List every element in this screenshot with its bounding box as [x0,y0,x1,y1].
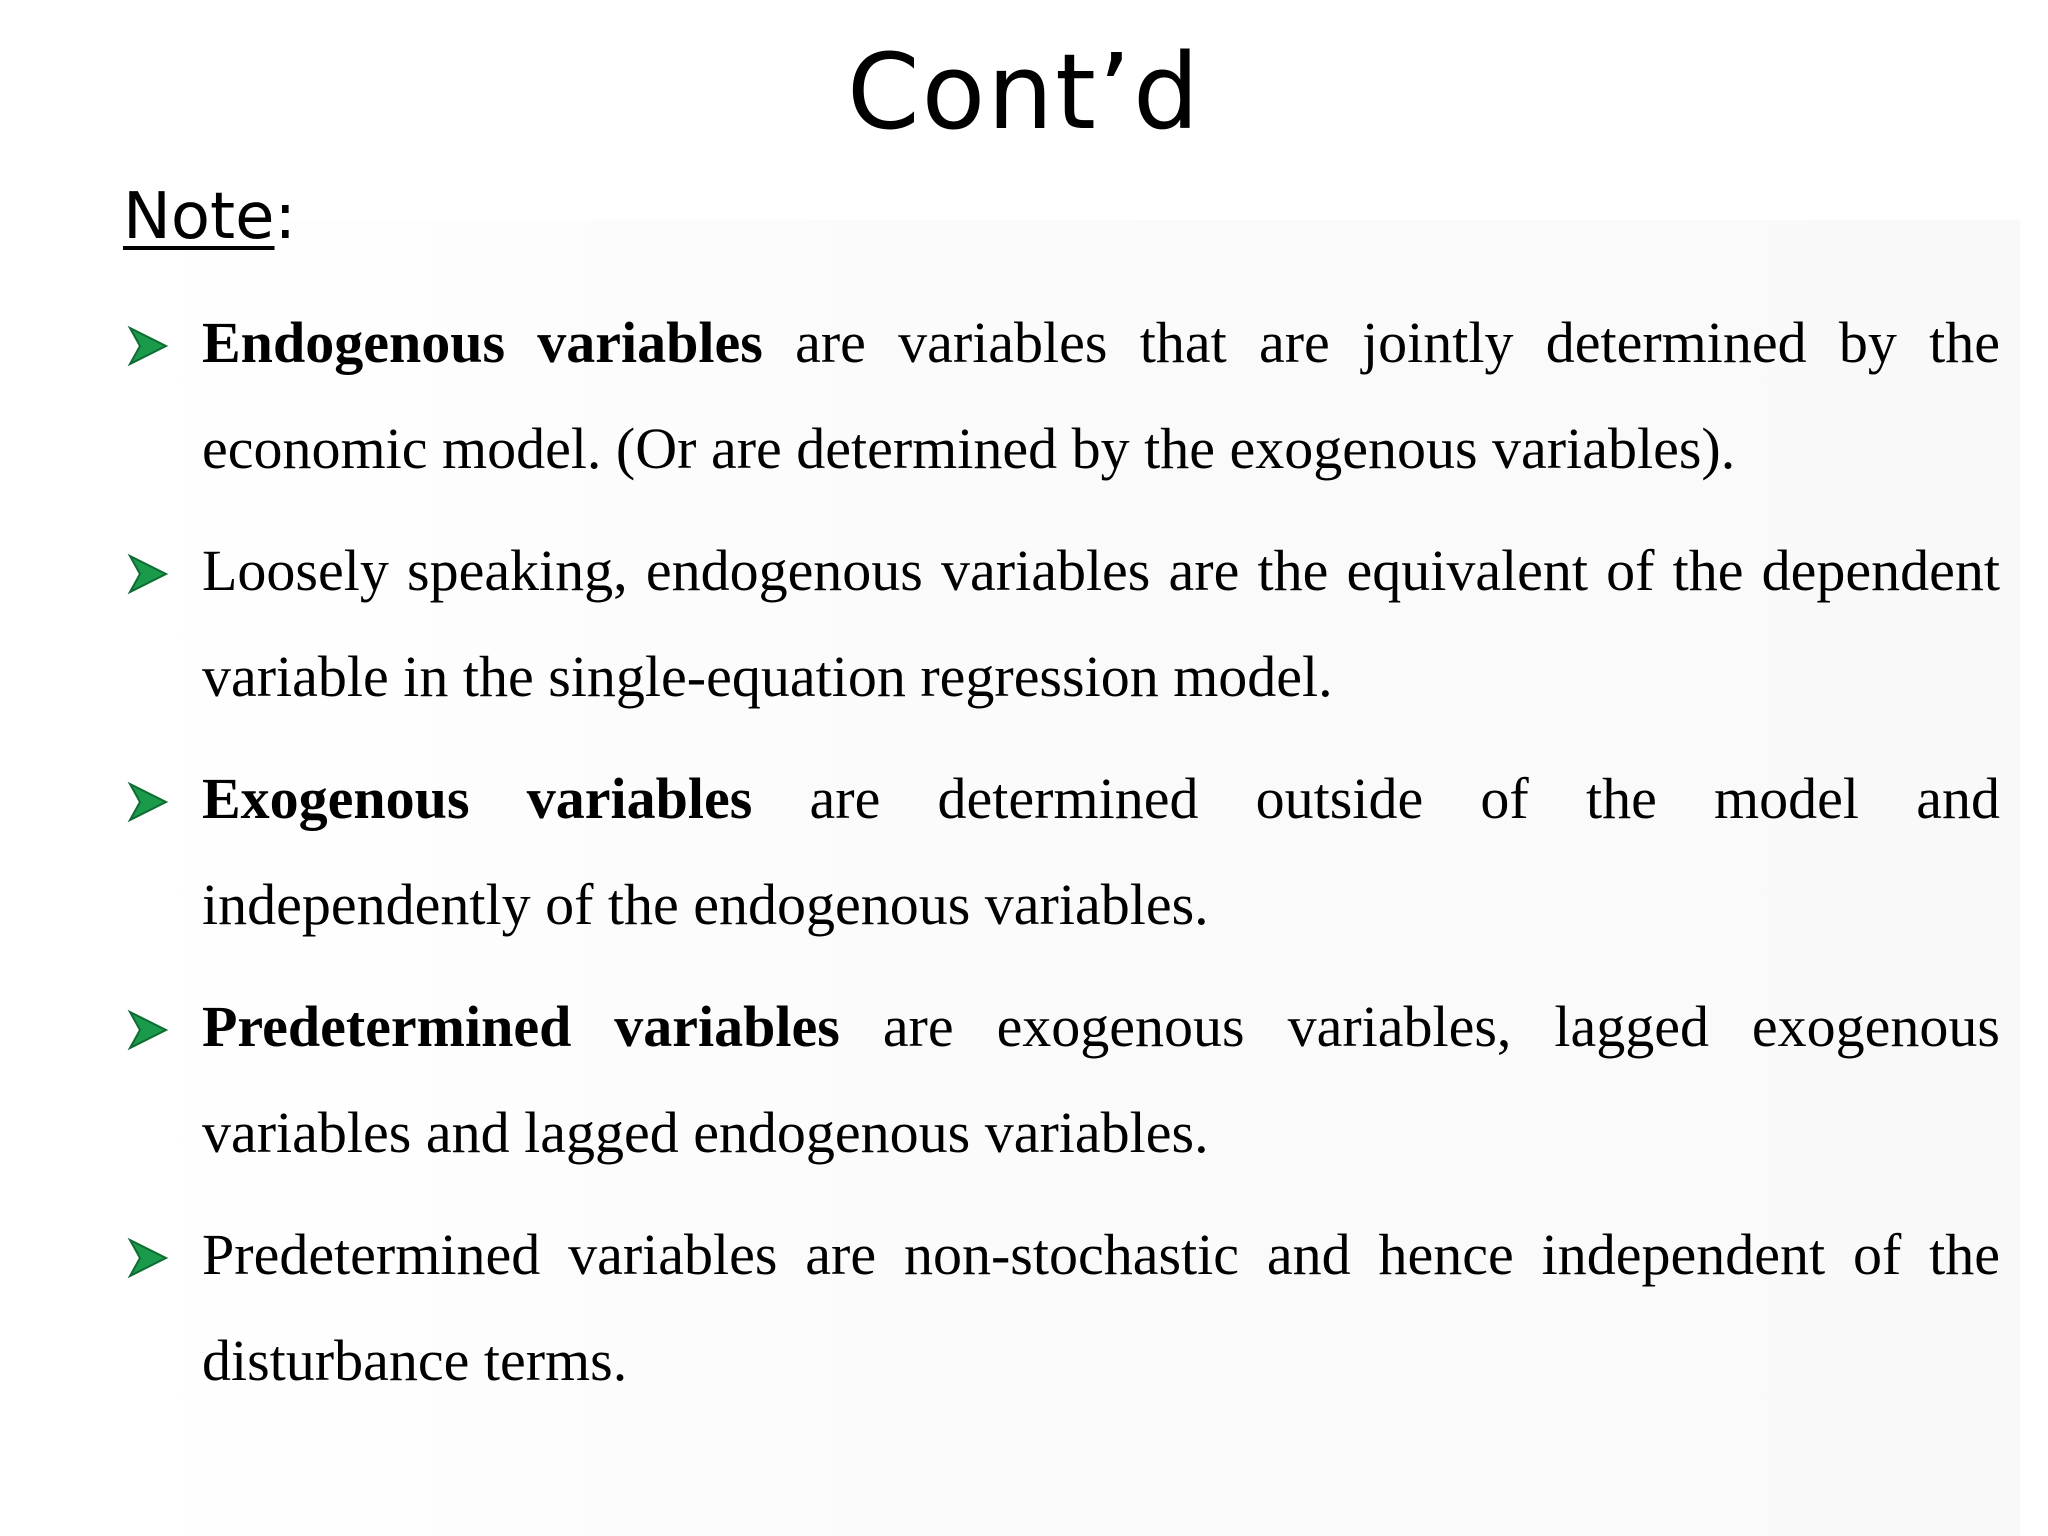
arrowhead-bullet-icon [126,1008,170,1052]
bullet-text: Predetermined variables are non-stochastic and hence independent of the disturbance terms. [202,1222,2000,1393]
bullet-text: are determined outside of the model and independently of the endogenous variables. [202,766,2000,937]
arrowhead-bullet-icon [126,324,170,368]
bullet-text: Loosely speaking, endogenous variables are the equivalent of the dependent variable in the single-equation regression model. [202,538,2000,709]
bullet-item-exogenous [120,746,2000,958]
bullet-item-non-stochastic [120,1202,2000,1414]
bullet-text: are exogenous variables, lagged exogenous variables and lagged endogenous variables. [202,994,2000,1165]
bullet-bold-term: Predetermined variables [202,994,840,1059]
bullet-item-predetermined [120,974,2000,1186]
arrowhead-bullet-icon [126,1236,170,1280]
arrowhead-bullet-icon [126,780,170,824]
bullet-bold-term: Endogenous variables [202,310,763,375]
bullet-list [120,290,2000,1430]
slide-title: Cont’d [846,31,1201,153]
bullet-bold-term: Exogenous variables [202,766,753,831]
arrowhead-bullet-icon [126,552,170,596]
note-colon: : [274,180,297,254]
bullet-text: are variables that are jointly determined by the economic model. (Or are determined by the exogenous variables). [202,310,2000,481]
note-heading [123,182,296,252]
bullet-item-endogenous [120,290,2000,502]
note-label: Note [123,180,275,254]
bullet-item-loosely-speaking [120,518,2000,730]
